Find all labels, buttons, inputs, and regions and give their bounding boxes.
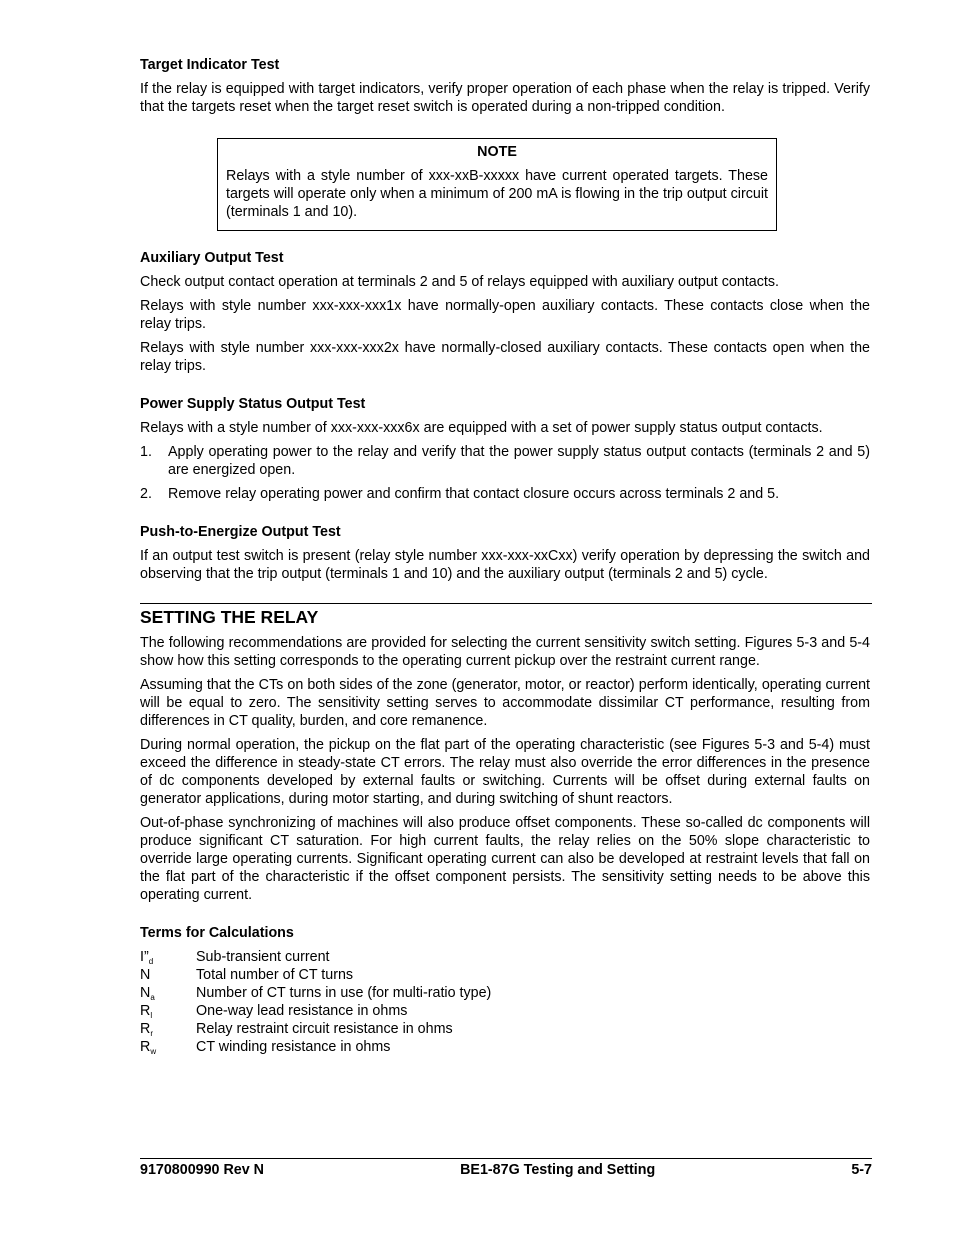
terms-heading: Terms for Calculations [140,925,294,941]
term-symbol: $R_l$ [140,1003,153,1020]
list-item-text: Apply operating power to the relay and verify that the power supply status output contacts (terminals 2 and 5) are energized open. [168,444,870,478]
auxiliary-output-p1: Check output contact operation at terminals 2 and 5 of relays equipped with auxiliary output contacts. [140,274,779,290]
list-item [140,485,870,503]
list-item-number: 1. [140,444,152,460]
term-row [140,984,870,1002]
note-box [217,138,777,231]
auxiliary-output-p3: Relays with style number xxx-xxx-xxx2x have normally-closed auxiliary contacts. These contacts open when the relay trips. [140,340,870,374]
auxiliary-output-p2: Relays with style number xxx-xxx-xxx1x have normally-open auxiliary contacts. These contacts close when the relay trips. [140,298,870,332]
footer-document-number: 9170800990 Rev N [140,1162,265,1178]
term-description: CT winding resistance in ohms [196,1039,391,1055]
term-row [140,966,870,984]
target-indicator-body: If the relay is equipped with target indicators, verify proper operation of each phase when the relay is tripped. Verify that the targets reset when the target reset switch is operated during a non-tripped condition. [140,81,870,115]
term-description: Total number of CT turns [196,967,354,983]
footer-page-number: 5-7 [851,1162,872,1178]
term-symbol: N [140,967,151,983]
term-row [140,1038,870,1056]
note-title: NOTE [477,144,517,160]
term-symbol: $R_w$ [140,1039,157,1056]
term-description: Relay restraint circuit resistance in ohms [196,1021,453,1037]
list-item-number: 2. [140,486,152,502]
setting-p2: Assuming that the CTs on both sides of the zone (generator, motor, or reactor) perform identically, operating current will be equal to zero. The sensitivity setting serves to accommodate dissimilar CT performance, resulting from differences in CT quality, burden, and core remanence. [140,677,870,729]
terms-list [140,948,870,1056]
document-page [140,56,870,1056]
power-supply-steps [140,443,870,503]
term-row [140,948,870,966]
setting-p1: The following recommendations are provided for selecting the current sensitivity switch setting. Figures 5-3 and 5-4 show how this setting corresponds to the operating current pickup over the restraint current range. [140,635,870,669]
target-indicator-heading: Target Indicator Test [140,57,280,73]
term-symbol: $R_r$ [140,1021,153,1038]
power-supply-p1: Relays with a style number of xxx-xxx-xxx6x are equipped with a set of power supply status output contacts. [140,420,823,436]
term-description: One-way lead resistance in ohms [196,1003,408,1019]
term-description: Number of CT turns in use (for multi-ratio type) [196,985,492,1001]
list-item [140,443,870,479]
setting-p3: During normal operation, the pickup on the flat part of the operating characteristic (see Figures 5-3 and 5-4) must exceed the difference in steady-state CT errors. The relay must also override the error differences in the presence of dc components developed by external faults or switching. Currents will be offset during external faults on generator applications, during motor starting, and during switching of shunt reactors. [140,737,870,807]
power-supply-heading: Power Supply Status Output Test [140,396,366,412]
push-to-energize-body: If an output test switch is present (relay style number xxx-xxx-xxCxx) verify operation by depressing the switch and observing that the trip output (terminals 1 and 10) and the auxiliary output (terminals 2 and 5) cycle. [140,548,870,582]
term-description: Sub-transient current [196,949,330,965]
footer-title: BE1-87G Testing and Setting [460,1162,656,1178]
term-row [140,1020,870,1038]
push-to-energize-heading: Push-to-Energize Output Test [140,524,341,540]
list-item-text: Remove relay operating power and confirm that contact closure occurs across terminals 2 and 5. [168,486,780,502]
term-row [140,1002,870,1020]
setting-the-relay-heading: SETTING THE RELAY [140,603,872,628]
term-symbol: $N_a$ [140,985,155,1002]
page-footer [140,1158,872,1179]
auxiliary-output-heading: Auxiliary Output Test [140,250,284,266]
term-symbol: $I”_d$ [140,949,154,966]
note-body: Relays with a style number of xxx-xxB-xxxxx have current operated targets. These targets will operate only when a minimum of 200 mA is flowing in the trip output circuit (terminals 1 and 10). [226,168,768,220]
setting-p4: Out-of-phase synchronizing of machines will also produce offset components. These so-called dc components will produce significant CT saturation. For high current faults, the relay relies on the 50% slope characteristic to override large operating currents. Significant operating current can also be developed at restraint levels that fall on the flat part of the characteristic if the offset component persists. The sensitivity setting needs to be above this operating current. [140,815,870,903]
